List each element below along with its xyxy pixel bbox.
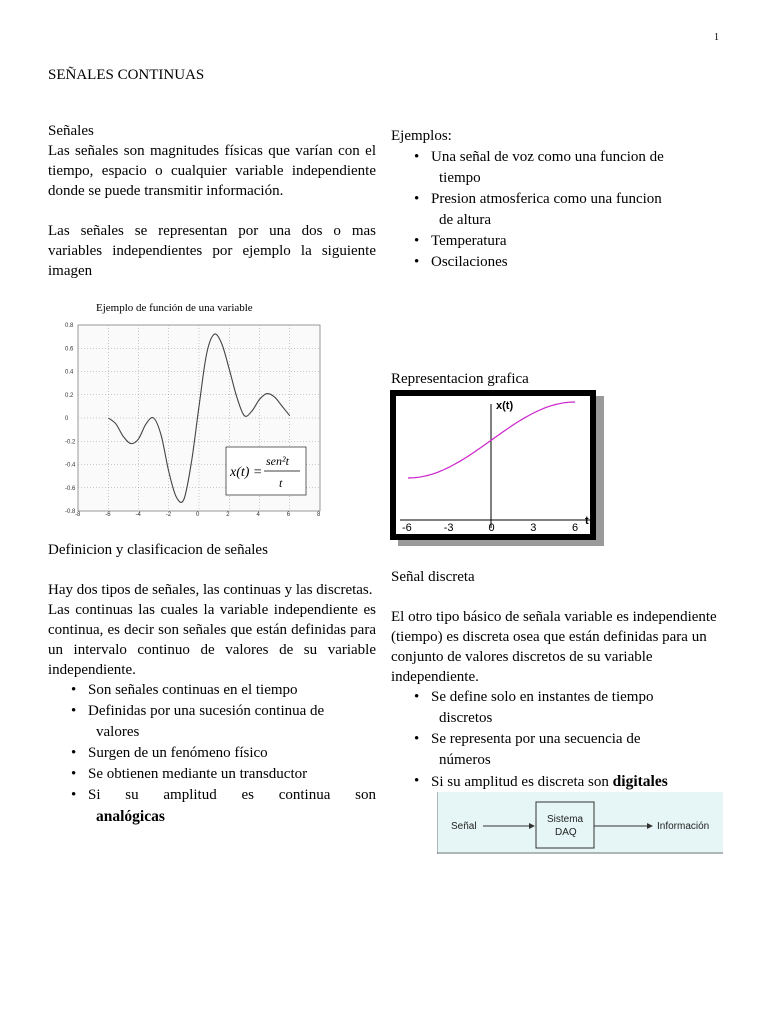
list-item: • Definidas por una sucesión continua de valores [71,703,325,740]
discreta-list [409,687,721,793]
ejemplos-list [409,147,721,273]
page-number: 1 [714,32,719,43]
y-tick-label: 0.8 [65,323,74,329]
y-tick-label: 0.4 [65,369,74,376]
discreta-section [391,567,721,793]
list-item: • Son señales continuas en el tiempo [71,682,298,698]
daq-box-line1: Sistema [547,814,584,825]
formula-lhs: x(t) = [230,465,263,480]
x-tick-label: 0 [196,512,200,517]
function-chart [48,299,324,517]
list-item: • Oscilaciones [414,254,508,270]
ejemplos-label: Ejemplos: [391,128,452,144]
y-tick-label: -0.8 [65,509,76,515]
page-title: SEÑALES CONTINUAS [48,67,205,83]
x-tick-label: -6 [105,512,111,517]
x-tick-label: -8 [75,512,81,517]
left-column-top [48,121,376,281]
paragraph: El otro tipo básico de señala variable es independiente (tiempo) es discreta osea que están definidas para un conjunto de valores discretos de su variable independiente. [391,609,717,685]
x-tick-label: -2 [165,512,172,517]
graph-tick-label: -3 [443,522,454,534]
daq-diagram [437,792,723,854]
graph-tick-label: 3 [530,522,537,534]
x-axis-label: t [585,515,589,527]
list-item: • Surgen de un fenómeno físico [71,745,268,761]
graph-tick-label: 6 [572,522,579,534]
paragraph: Las señales se representan por una dos o mas variables independientes por ejemplo la siguiente imagen [48,223,376,279]
x-tick-label: 2 [226,512,230,517]
x-tick-label: 4 [256,512,260,517]
continuas-list [66,680,376,827]
formula-denominator: t [279,476,283,490]
daq-diagram-svg [437,792,723,854]
ejemplos-section [391,126,721,273]
list-item: • Se representa por una secuencia de números [414,731,641,768]
representacion-heading: Representacion grafica [391,371,529,387]
y-tick-label: 0.2 [65,392,74,399]
y-tick-label: -0.4 [65,462,76,469]
list-item: • Presion atmosferica como una funcion de altura [414,191,662,228]
y-tick-label: 0.6 [65,346,74,353]
list-item: • Temperatura [414,233,507,249]
sine-graph-svg [390,390,606,548]
list-item: • Si su amplitud es discreta son digitales [414,773,668,790]
graph-tick-label: 0 [488,522,495,534]
formula-numerator: sen²t [266,454,289,468]
daq-input-label: Señal [451,821,477,832]
list-item: • Se obtienen mediante un transductor [71,766,308,782]
paragraph: Las señales son magnitudes físicas que varían con el tiempo, espacio o cualquier variable independiente donde se puede transmitir información. [48,143,376,199]
daq-output-label: Información [657,821,710,832]
chart-title: Ejemplo de función de una variable [96,302,253,314]
x-tick-label: 6 [286,512,291,517]
section-heading: Definicion y clasificacion de señales [48,542,268,558]
paragraph: Las continuas las cuales la variable independiente es continua, es decir son señales que están definidas para un intervalo continuo de valores de su variable independiente. [48,602,376,678]
list-item: • Una señal de voz como una funcion de tiempo [414,149,664,186]
sine-graph [390,390,606,548]
y-axis-label: x(t) [496,400,514,412]
daq-box [536,802,594,848]
x-tick-label: 8 [317,512,321,517]
y-tick-label: 0 [65,416,69,422]
list-item: • Se define solo en instantes de tiempo discretos [414,689,654,726]
graph-area [396,396,590,534]
paragraph: Hay dos tipos de señales, las continuas y las discretas. [48,582,373,598]
y-tick-label: -0.6 [65,485,76,492]
section-heading: Señal discreta [391,569,475,585]
daq-box-line2: DAQ [555,827,577,838]
graph-tick-label: -6 [402,522,412,534]
list-item: • Si su amplitud es continua son analógicas [71,787,376,825]
section-heading: Señales [48,123,94,139]
function-chart-svg [48,299,324,517]
left-column-bottom [48,540,376,827]
y-tick-label: -0.2 [65,439,76,446]
x-tick-label: -4 [135,512,141,517]
